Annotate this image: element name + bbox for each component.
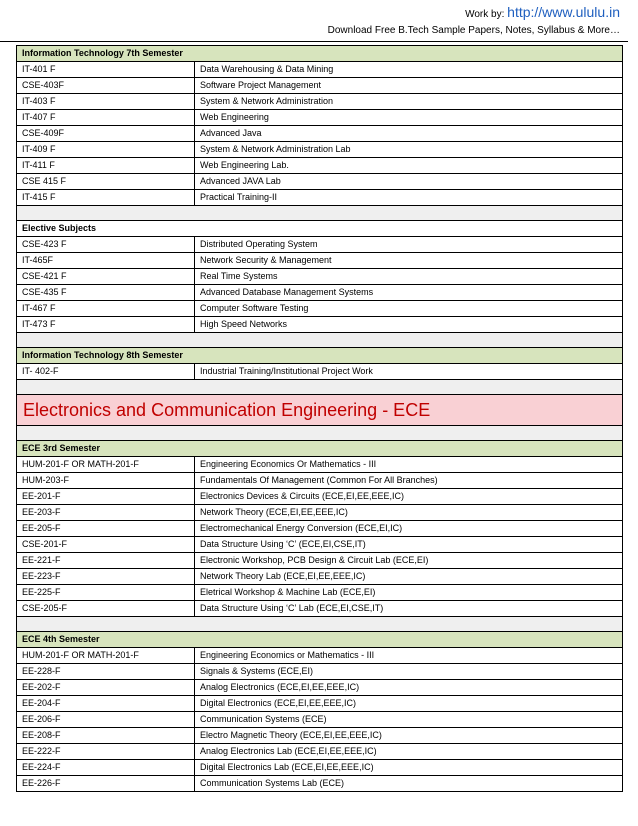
branch-heading-row: [17, 395, 623, 426]
subject-code: CSE-421 F: [17, 269, 195, 285]
subject-code: EE-226-F: [17, 776, 195, 792]
table-row: [17, 696, 623, 712]
spacer-row: [17, 380, 623, 395]
subject-code: IT- 402-F: [17, 364, 195, 380]
spacer-row: [17, 333, 623, 348]
table-row: [17, 728, 623, 744]
table-row: [17, 174, 623, 190]
table-row: [17, 158, 623, 174]
syllabus-table-body: [17, 46, 623, 792]
subject-name: Industrial Training/Institutional Project Work: [195, 364, 623, 380]
table-row: [17, 601, 623, 617]
subject-code: CSE-201-F: [17, 537, 195, 553]
subject-code: CSE-435 F: [17, 285, 195, 301]
subject-name: Digital Electronics (ECE,EI,EE,EEE,IC): [195, 696, 623, 712]
page-header: [328, 5, 620, 38]
subject-name: System & Network Administration Lab: [195, 142, 623, 158]
subject-code: EE-223-F: [17, 569, 195, 585]
table-row: [17, 664, 623, 680]
subject-name: Data Structure Using ‘C’ Lab (ECE,EI,CSE,IT): [195, 601, 623, 617]
syllabus-table: [16, 45, 623, 792]
group-heading: Elective Subjects: [17, 221, 623, 237]
subject-code: CSE-403F: [17, 78, 195, 94]
subject-name: Communication Systems (ECE): [195, 712, 623, 728]
subject-name: Web Engineering Lab.: [195, 158, 623, 174]
spacer-cell: [17, 380, 623, 395]
subject-code: EE-222-F: [17, 744, 195, 760]
subject-name: Network Theory Lab (ECE,EI,EE,EEE,IC): [195, 569, 623, 585]
branch-heading: Electronics and Communication Engineering - ECE: [17, 395, 623, 426]
table-row: [17, 301, 623, 317]
semester-heading: Information Technology 8th Semester: [17, 348, 623, 364]
subject-name: Electronics Devices & Circuits (ECE,EI,EE,EEE,IC): [195, 489, 623, 505]
table-row: [17, 489, 623, 505]
subject-code: IT-465F: [17, 253, 195, 269]
subject-code: CSE-205-F: [17, 601, 195, 617]
subject-name: Engineering Economics or Mathematics - III: [195, 648, 623, 664]
subject-name: Electromechanical Energy Conversion (ECE,EI,IC): [195, 521, 623, 537]
spacer-row: [17, 206, 623, 221]
table-row: [17, 94, 623, 110]
subject-code: HUM-203-F: [17, 473, 195, 489]
subject-code: IT-411 F: [17, 158, 195, 174]
subject-name: Advanced Java: [195, 126, 623, 142]
subject-code: HUM-201-F OR MATH-201-F: [17, 648, 195, 664]
subject-name: Computer Software Testing: [195, 301, 623, 317]
subject-code: EE-203-F: [17, 505, 195, 521]
subject-name: Eletrical Workshop & Machine Lab (ECE,EI): [195, 585, 623, 601]
table-row: [17, 364, 623, 380]
subject-name: Fundamentals Of Management (Common For All Branches): [195, 473, 623, 489]
header-divider: [0, 41, 628, 42]
subject-code: IT-401 F: [17, 62, 195, 78]
table-row: [17, 142, 623, 158]
subject-code: EE-224-F: [17, 760, 195, 776]
subject-code: EE-201-F: [17, 489, 195, 505]
spacer-cell: [17, 426, 623, 441]
subject-name: Web Engineering: [195, 110, 623, 126]
table-row: [17, 760, 623, 776]
subject-code: IT-403 F: [17, 94, 195, 110]
subject-name: Network Theory (ECE,EI,EE,EEE,IC): [195, 505, 623, 521]
subject-code: EE-221-F: [17, 553, 195, 569]
subject-name: Data Warehousing & Data Mining: [195, 62, 623, 78]
subject-code: IT-415 F: [17, 190, 195, 206]
subject-code: EE-225-F: [17, 585, 195, 601]
table-row: [17, 744, 623, 760]
table-row: [17, 285, 623, 301]
table-row: [17, 62, 623, 78]
header-credit: [328, 5, 620, 22]
table-row: [17, 473, 623, 489]
group-heading-row: [17, 221, 623, 237]
table-row: [17, 553, 623, 569]
spacer-cell: [17, 617, 623, 632]
subject-name: Distributed Operating System: [195, 237, 623, 253]
spacer-cell: [17, 206, 623, 221]
subject-name: Advanced JAVA Lab: [195, 174, 623, 190]
table-row: [17, 78, 623, 94]
table-row: [17, 521, 623, 537]
table-row: [17, 253, 623, 269]
table-row: [17, 712, 623, 728]
subject-code: IT-473 F: [17, 317, 195, 333]
subject-code: IT-409 F: [17, 142, 195, 158]
table-row: [17, 110, 623, 126]
table-row: [17, 269, 623, 285]
subject-name: Electronic Workshop, PCB Design & Circuit Lab (ECE,EI): [195, 553, 623, 569]
header-subtitle: Download Free B.Tech Sample Papers, Notes, Syllabus & More…: [327, 25, 620, 36]
subject-name: Analog Electronics (ECE,EI,EE,EEE,IC): [195, 680, 623, 696]
table-row: [17, 126, 623, 142]
table-row: [17, 648, 623, 664]
subject-code: EE-208-F: [17, 728, 195, 744]
spacer-row: [17, 426, 623, 441]
subject-name: Digital Electronics Lab (ECE,EI,EE,EEE,IC): [195, 760, 623, 776]
table-row: [17, 680, 623, 696]
semester-heading-row: [17, 632, 623, 648]
subject-code: CSE-423 F: [17, 237, 195, 253]
table-row: [17, 457, 623, 473]
subject-name: Analog Electronics Lab (ECE,EI,EE,EEE,IC): [195, 744, 623, 760]
subject-code: EE-204-F: [17, 696, 195, 712]
subject-name: Electro Magnetic Theory (ECE,EI,EE,EEE,IC): [195, 728, 623, 744]
table-row: [17, 537, 623, 553]
subject-name: Advanced Database Management Systems: [195, 285, 623, 301]
semester-heading: Information Technology 7th Semester: [17, 46, 623, 62]
semester-heading-row: [17, 348, 623, 364]
website-link[interactable]: http://www.ululu.in: [507, 4, 620, 20]
spacer-cell: [17, 333, 623, 348]
subject-name: Network Security & Management: [195, 253, 623, 269]
table-row: [17, 776, 623, 792]
subject-name: Engineering Economics Or Mathematics - III: [195, 457, 623, 473]
subject-name: System & Network Administration: [195, 94, 623, 110]
table-row: [17, 190, 623, 206]
subject-code: EE-202-F: [17, 680, 195, 696]
subject-name: Communication Systems Lab (ECE): [195, 776, 623, 792]
subject-name: Signals & Systems (ECE,EI): [195, 664, 623, 680]
subject-name: Software Project Management: [195, 78, 623, 94]
table-row: [17, 317, 623, 333]
subject-code: EE-206-F: [17, 712, 195, 728]
semester-heading: ECE 3rd Semester: [17, 441, 623, 457]
semester-heading: ECE 4th Semester: [17, 632, 623, 648]
work-by-label: Work by:: [465, 9, 505, 20]
subject-code: EE-228-F: [17, 664, 195, 680]
subject-code: HUM-201-F OR MATH-201-F: [17, 457, 195, 473]
subject-name: High Speed Networks: [195, 317, 623, 333]
subject-name: Practical Training-II: [195, 190, 623, 206]
semester-heading-row: [17, 46, 623, 62]
table-row: [17, 505, 623, 521]
table-row: [17, 569, 623, 585]
subject-code: CSE-409F: [17, 126, 195, 142]
table-row: [17, 585, 623, 601]
subject-code: IT-407 F: [17, 110, 195, 126]
table-row: [17, 237, 623, 253]
semester-heading-row: [17, 441, 623, 457]
spacer-row: [17, 617, 623, 632]
subject-name: Real Time Systems: [195, 269, 623, 285]
subject-code: IT-467 F: [17, 301, 195, 317]
subject-name: Data Structure Using ‘C’ (ECE,EI,CSE,IT): [195, 537, 623, 553]
subject-code: CSE 415 F: [17, 174, 195, 190]
subject-code: EE-205-F: [17, 521, 195, 537]
